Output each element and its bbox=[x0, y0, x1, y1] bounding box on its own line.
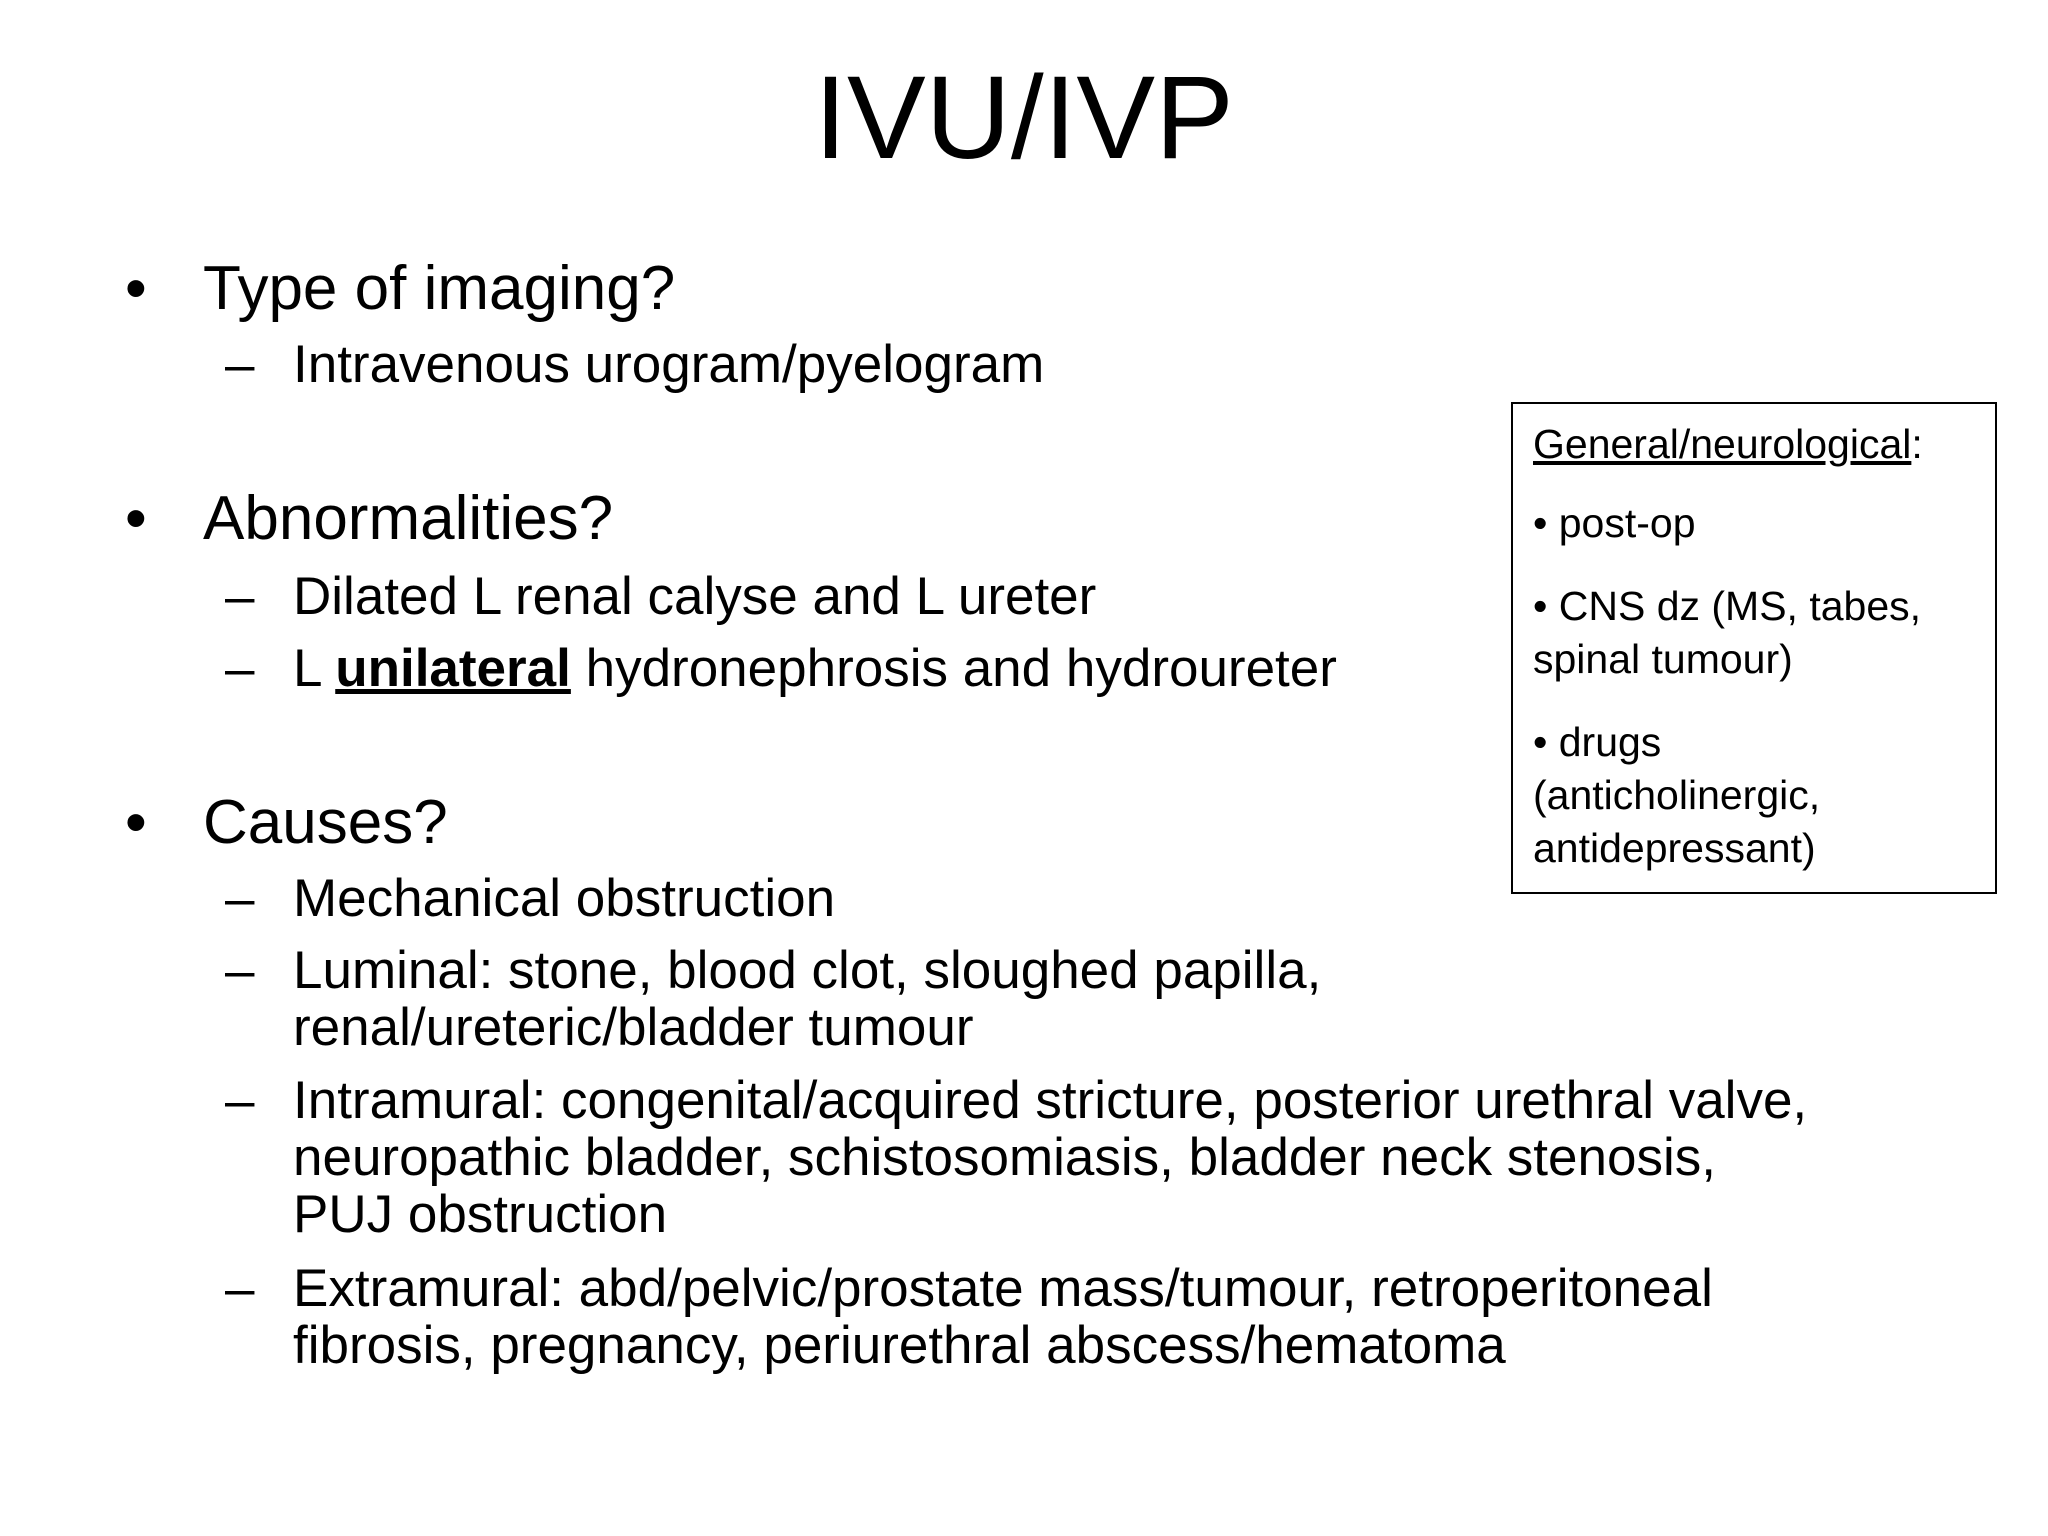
box-item-cns bbox=[1533, 580, 1995, 686]
sub-item-suffix: hydronephrosis and hydroureter bbox=[570, 639, 1337, 698]
emphasis-unilateral: unilateral bbox=[335, 639, 571, 698]
box-item-line: (anticholinergic, bbox=[1533, 772, 1821, 818]
sub-item-text bbox=[293, 1072, 1807, 1243]
dash-glyph: – bbox=[225, 1071, 255, 1130]
dash-glyph: – bbox=[225, 941, 255, 1000]
sub-item-line: Extramural: abd/pelvic/prostate mass/tumour, retroperitoneal bbox=[293, 1259, 1713, 1318]
box-item-line: spinal tumour) bbox=[1533, 636, 1793, 682]
sub-item-line: Mechanical obstruction bbox=[293, 869, 836, 928]
box-item-post-op bbox=[1533, 497, 1995, 550]
bullet-heading: Abnormalities? bbox=[203, 484, 614, 553]
bullet-abnormalities bbox=[125, 484, 613, 554]
bullet-glyph: • bbox=[125, 788, 147, 857]
bullet-heading: Type of imaging? bbox=[203, 254, 676, 323]
sub-item-text bbox=[293, 870, 835, 927]
sub-item-line: renal/ureteric/bladder tumour bbox=[293, 998, 974, 1057]
bullet-causes bbox=[125, 788, 448, 858]
bullet-glyph: • bbox=[125, 254, 147, 323]
dash-glyph: – bbox=[225, 869, 255, 928]
box-item-line: • CNS dz (MS, tabes, bbox=[1533, 583, 1922, 629]
dash-glyph: – bbox=[225, 639, 255, 698]
slide-title: IVU/IVP bbox=[814, 52, 1234, 184]
sub-item-line: neuropathic bladder, schistosomiasis, bladder neck stenosis, bbox=[293, 1128, 1716, 1187]
sub-item-line: fibrosis, pregnancy, periurethral abscess/hematoma bbox=[293, 1316, 1506, 1375]
dash-glyph: – bbox=[225, 1259, 255, 1318]
box-item-drugs bbox=[1533, 716, 1995, 875]
dash-glyph: – bbox=[225, 335, 255, 394]
box-item-line: • post-op bbox=[1533, 500, 1696, 546]
box-heading-text: General/neurological bbox=[1533, 421, 1912, 467]
sub-item-text bbox=[293, 568, 1096, 625]
box-heading bbox=[1533, 418, 1995, 471]
bullet-type-of-imaging bbox=[125, 254, 675, 324]
general-neurological-box bbox=[1511, 402, 1997, 894]
sub-item-line: Dilated L renal calyse and L ureter bbox=[293, 567, 1097, 626]
sub-item-prefix: L bbox=[293, 639, 336, 698]
box-item-line: antidepressant) bbox=[1533, 825, 1816, 871]
sub-item-line: Luminal: stone, blood clot, sloughed papilla, bbox=[293, 941, 1322, 1000]
sub-item-line: Intravenous urogram/pyelogram bbox=[293, 335, 1045, 394]
sub-item-text bbox=[293, 336, 1044, 393]
sub-item-line: Intramural: congenital/acquired stricture, posterior urethral valve, bbox=[293, 1071, 1808, 1130]
bullet-heading: Causes? bbox=[203, 788, 448, 857]
sub-item-text bbox=[293, 640, 1337, 697]
sub-item-line: PUJ obstruction bbox=[293, 1185, 668, 1244]
dash-glyph: – bbox=[225, 567, 255, 626]
sub-item-text bbox=[293, 1260, 1713, 1374]
box-heading-colon: : bbox=[1911, 421, 1923, 467]
box-item-line: • drugs bbox=[1533, 719, 1662, 765]
bullet-glyph: • bbox=[125, 484, 147, 553]
sub-item-text bbox=[293, 942, 1321, 1056]
